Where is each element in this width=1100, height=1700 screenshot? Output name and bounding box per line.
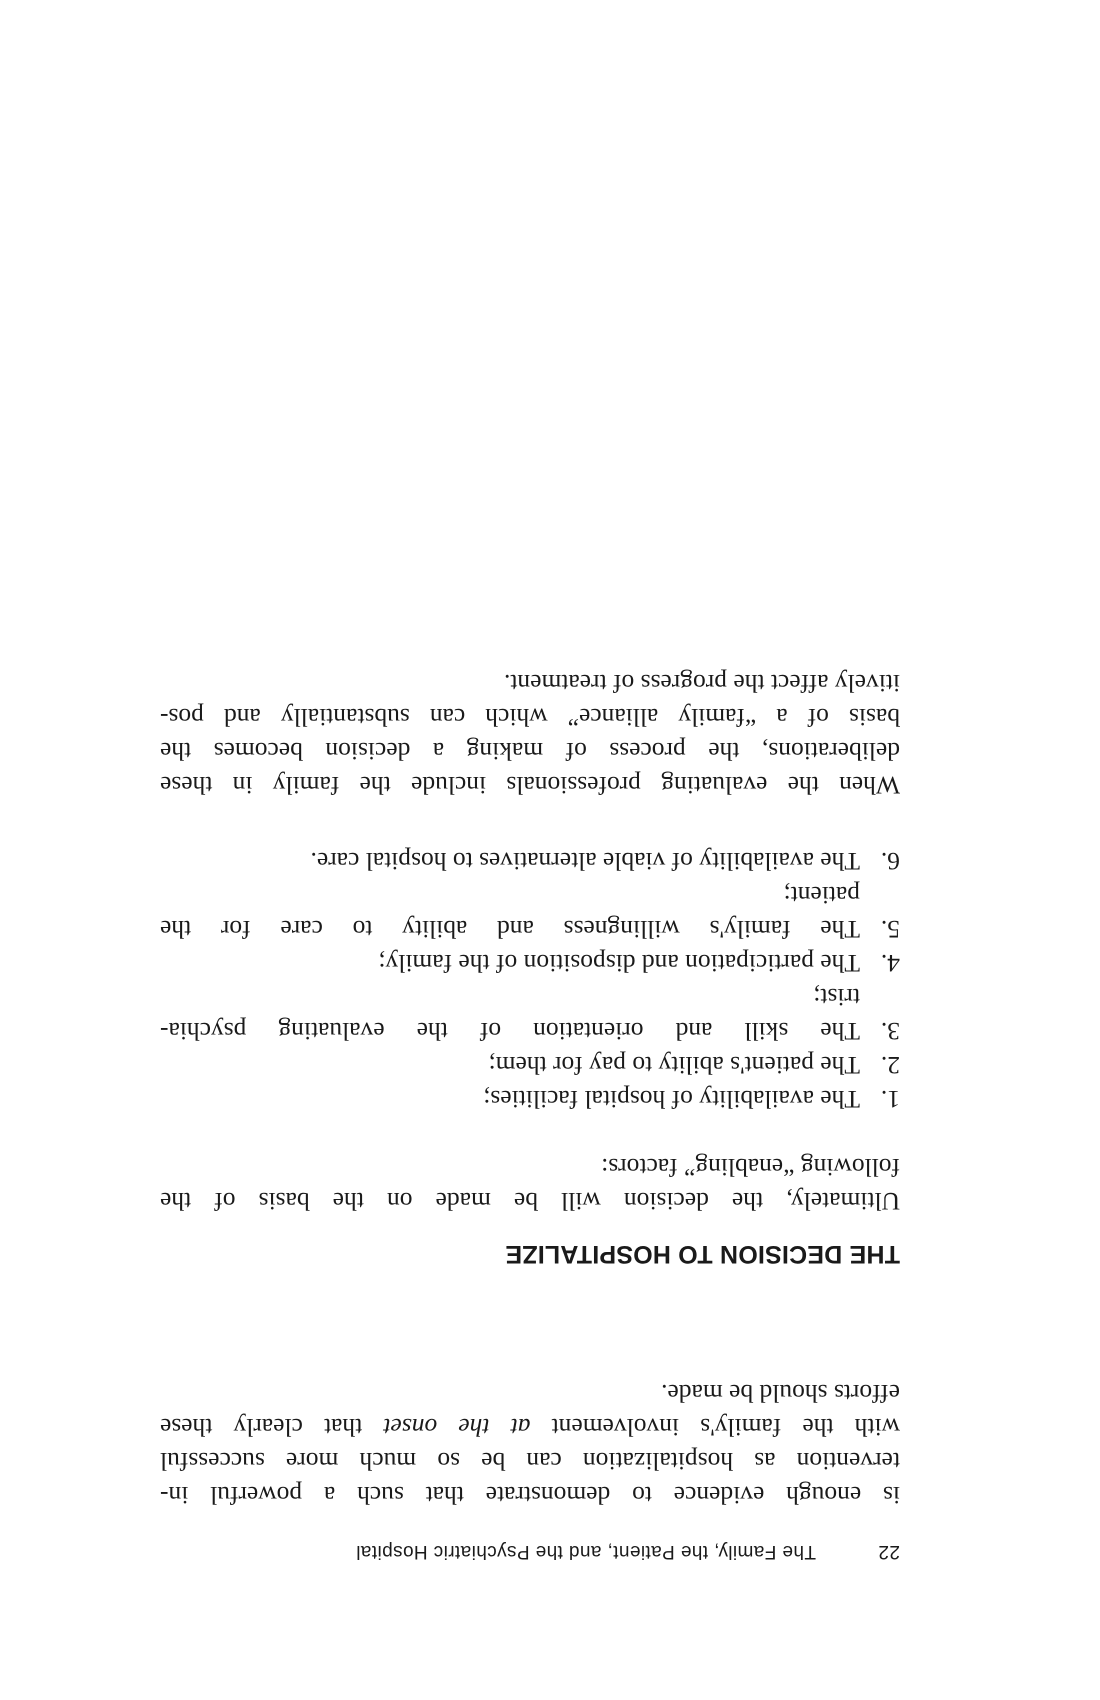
item-number: 6. (880, 847, 900, 876)
item-text: The patient's ability to pay for them; (488, 1051, 860, 1080)
item-text: trist; (813, 983, 860, 1012)
section-heading: THE DECISION TO HOSPITALIZE (505, 1240, 900, 1268)
running-head (160, 1540, 900, 1562)
item-number: 3. (880, 1017, 900, 1046)
item-text: The participation and disposition of the family; (378, 949, 860, 978)
text-line: deliberations, the process of making a decision becomes the (160, 737, 900, 766)
item-number: 2. (880, 1051, 900, 1080)
intro-paragraph (160, 1376, 900, 1512)
text-line: When the evaluating professionals include the family in these (160, 771, 900, 800)
list-item (160, 844, 900, 878)
text-line: Ultimately, the decision will be made on the basis of the (160, 1187, 900, 1216)
item-text: The availability of hospital facilities; (483, 1085, 860, 1114)
text-line: following “enabling” factors: (601, 1153, 900, 1182)
list-item (160, 946, 900, 980)
item-text: The availability of viable alternatives to hospital care. (310, 847, 860, 876)
text-line: itively affect the progress of treatment. (503, 669, 900, 698)
closing-paragraph (160, 666, 900, 802)
text-line: basis of a “family alliance” which can substantially and pos- (160, 703, 900, 732)
item-number: 5. (880, 915, 900, 944)
item-text: patient; (783, 881, 860, 910)
item-text: The skill and orientation of the evaluating psychia- (160, 1017, 860, 1046)
lead-paragraph (160, 1150, 900, 1218)
text-line: with the family's involvement at the onset that clearly these (160, 1413, 900, 1442)
italic-phrase: at the onset (383, 1413, 531, 1442)
text-line: is enough evidence to demonstrate that such a powerful in- (160, 1481, 900, 1510)
item-text: The family's willingness and ability to care for the (160, 915, 860, 944)
text-line: tervention as hospitalization can be so much more successful (160, 1447, 900, 1476)
item-number: 1. (880, 1085, 900, 1114)
running-title: The Family, the Patient, and the Psychiatric Hospital (355, 1541, 816, 1562)
list-item (160, 1082, 900, 1116)
list-item (160, 1048, 900, 1082)
page-number: 22 (878, 1541, 900, 1562)
list-item (160, 878, 900, 946)
factor-list (160, 844, 900, 1116)
list-item (160, 980, 900, 1048)
item-number: 4. (880, 949, 900, 978)
text-line: efforts should be made. (661, 1379, 900, 1408)
